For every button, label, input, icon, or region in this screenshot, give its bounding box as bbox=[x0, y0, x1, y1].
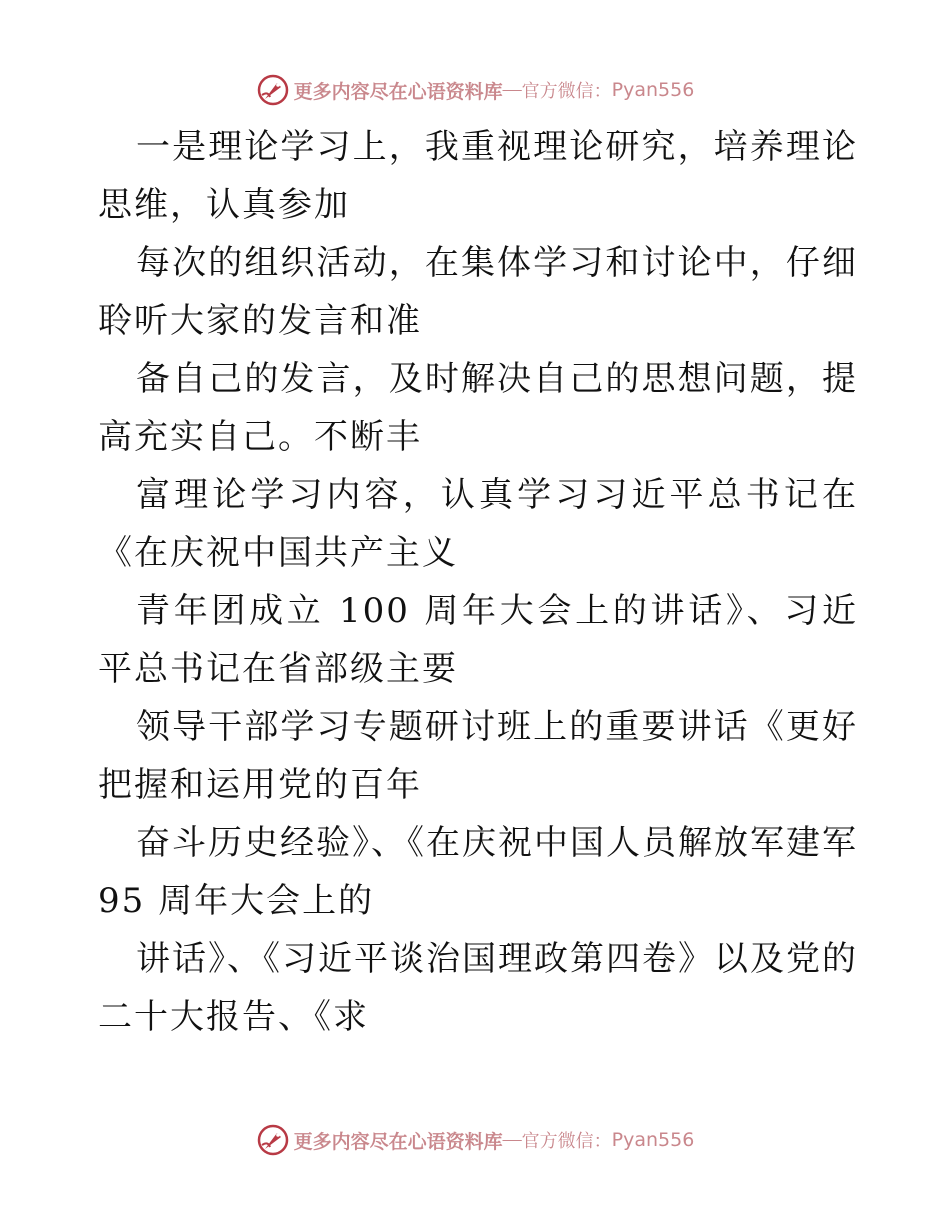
watermark-label: 官方微信： bbox=[521, 81, 612, 102]
paragraph: 奋斗历史经验》、《在庆祝中国人员解放军建军 95 周年大会上的 bbox=[98, 823, 858, 921]
document-body bbox=[98, 118, 858, 1046]
watermark-dash: — bbox=[502, 79, 522, 100]
watermark-dash: — bbox=[502, 1129, 522, 1150]
paragraph: 每次的组织活动，在集体学习和讨论中，仔细聆听大家的发言和准 bbox=[98, 243, 858, 341]
footer-watermark bbox=[0, 1120, 950, 1160]
paragraph: 一是理论学习上，我重视理论研究，培养理论思维，认真参加 bbox=[98, 127, 858, 225]
paragraph: 领导干部学习专题研讨班上的重要讲话《更好把握和运用党的百年 bbox=[98, 707, 858, 805]
paragraph: 富理论学习内容，认真学习习近平总书记在《在庆祝中国共产主义 bbox=[98, 475, 858, 573]
header-watermark bbox=[0, 70, 950, 110]
watermark-wechat-id: Pyan556 bbox=[611, 79, 695, 101]
watermark-site-text: 更多内容尽在心语资料库 bbox=[293, 80, 503, 103]
watermark-label: 官方微信： bbox=[521, 1131, 612, 1152]
paragraph: 备自己的发言，及时解决自己的思想问题，提高充实自己。不断丰 bbox=[98, 359, 858, 457]
watermark-site-text: 更多内容尽在心语资料库 bbox=[293, 1130, 503, 1153]
pen-nib-logo-icon bbox=[256, 73, 290, 107]
paragraph: 讲话》、《习近平谈治国理政第四卷》以及党的二十大报告、《求 bbox=[98, 939, 858, 1037]
watermark-wechat-id: Pyan556 bbox=[611, 1129, 695, 1151]
pen-nib-logo-icon bbox=[256, 1123, 290, 1157]
paragraph: 青年团成立 100 周年大会上的讲话》、习近平总书记在省部级主要 bbox=[98, 591, 858, 689]
